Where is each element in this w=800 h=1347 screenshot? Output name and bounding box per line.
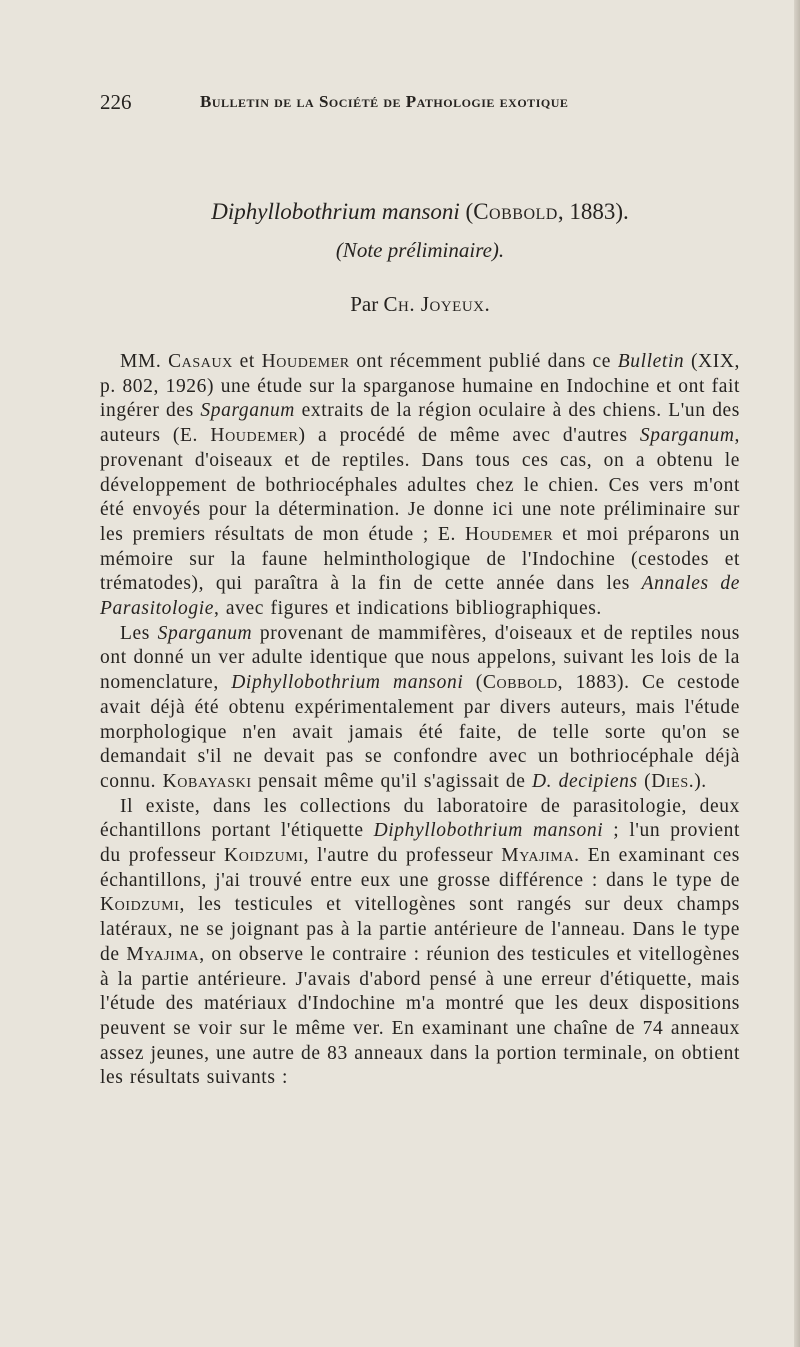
small-caps-run: Houdemer bbox=[465, 523, 554, 545]
italic-run: Diphyllobothrium mansoni bbox=[373, 820, 604, 842]
author-line bbox=[100, 289, 740, 319]
text-run: ). bbox=[694, 770, 707, 792]
title-authority: Cobbold bbox=[473, 199, 558, 224]
text-run: , les testicules et vitellogènes sont rangés sur deux champs latéraux, ne se joignant pas à la partie antérieure de l'anneau. Dans le type de bbox=[100, 894, 740, 965]
text-run: , l'autre du professeur bbox=[303, 845, 502, 867]
small-caps-run: Koidzumi bbox=[100, 894, 180, 916]
text-run: MM. bbox=[120, 351, 169, 372]
text-run: (XIX, p. 802, 1926) une étude sur la sparganose humaine en Indochine et ont fait ingérer des bbox=[100, 351, 740, 422]
author-name: Ch. Joyeux bbox=[383, 292, 485, 316]
running-header bbox=[100, 90, 740, 114]
text-run: provenant de mammifères, d'oiseaux et de reptiles nous ont donné un ver adulte identique que nous appelons, suivant les lois de la nomenclature, bbox=[100, 622, 740, 694]
paragraph bbox=[100, 622, 740, 795]
text-run: pensait même qu'il s'agissait de bbox=[251, 770, 532, 792]
small-caps-run: Koidzumi bbox=[224, 845, 304, 867]
text-run: , 1883). Ce cestode avait déjà été obtenu expérimentalement par divers auteurs, mais l'étude morphologique n'en avait jamais été faite, de telle sorte qu'on se demandait s'il ne devait pas se confondre avec un bothriocéphale déjà connu. bbox=[100, 672, 740, 792]
text-run: , avec figures et indications bibliographiques. bbox=[213, 598, 602, 620]
italic-run: Sparganum bbox=[639, 425, 735, 447]
article-subtitle: (Note préliminaire). bbox=[335, 238, 505, 262]
text-run: , on observe le contraire : réunion des testicules et vitellogènes à la partie antérieure. J'avais d'abord pensé à une erreur d'étiquette, mais l'étude des matériaux d'Indochine m'a montré que les deux dispositions peuvent se voir sur le même ver. En examinant une chaîne de 74 anneaux assez jeunes, une autre de 83 anneaux dans la portion terminale, on obtient les résultats suivants : bbox=[100, 943, 740, 1089]
small-caps-run: Houdemer bbox=[261, 351, 350, 372]
paragraph bbox=[100, 350, 740, 622]
running-title: Bulletin de la Société de Pathologie exotique bbox=[200, 92, 569, 111]
page-edge-shadow bbox=[794, 0, 800, 1347]
paragraph bbox=[100, 795, 740, 1091]
text-run: ( bbox=[463, 672, 483, 694]
italic-run: Annales de Parasitologie bbox=[100, 573, 740, 620]
author-prefix: Par bbox=[350, 292, 384, 316]
small-caps-run: Myajima bbox=[501, 845, 575, 867]
article-title bbox=[100, 195, 740, 229]
text-run: et bbox=[232, 351, 262, 372]
italic-run: Sparganum bbox=[200, 400, 295, 422]
title-authority-open: ( bbox=[459, 199, 474, 224]
text-run: Il existe, dans les collections du laboratoire de parasitologie, deux échantillons portant l'étiquette bbox=[100, 795, 740, 842]
article-body bbox=[100, 350, 740, 1091]
italic-run: Diphyllobothrium mansoni bbox=[231, 672, 464, 694]
small-caps-run: Houdemer bbox=[210, 425, 299, 447]
title-taxon: Diphyllobothrium mansoni bbox=[211, 199, 460, 224]
small-caps-run: Cobbold bbox=[482, 672, 558, 694]
text-run: , provenant d'oiseaux et de reptiles. Dans tous ces cas, on a obtenu le développement de bothriocéphales adultes chez le chien. Ces vers m'ont été envoyés pour la détermination. Je donne ici une note préliminaire sur les premiers résultats de mon étude ; E. bbox=[100, 425, 740, 545]
italic-run: Sparganum bbox=[157, 622, 253, 644]
small-caps-run: Kobayaski bbox=[162, 770, 252, 792]
page-number: 226 bbox=[100, 90, 132, 114]
small-caps-run: Casaux bbox=[168, 351, 233, 372]
text-run: ) a procédé de même avec d'autres bbox=[298, 425, 640, 447]
text-run: ; l'un provient du professeur bbox=[100, 820, 740, 867]
article-heading bbox=[100, 195, 740, 319]
italic-run: D. decipiens bbox=[531, 770, 638, 792]
author-suffix: . bbox=[484, 292, 490, 316]
italic-run: Bulletin bbox=[617, 351, 685, 372]
text-run: Les bbox=[120, 622, 158, 644]
text-run: . En examinant ces échantillons, j'ai trouvé entre eux une grosse différence : dans le type de bbox=[100, 845, 740, 891]
text-run: extraits de la région oculaire à des chiens. L'un des auteurs (E. bbox=[100, 400, 740, 447]
text-run: et moi préparons un mémoire sur la faune helminthologique de l'Indochine (cestodes et trématodes), qui paraîtra à la fin de cette année dans les bbox=[100, 523, 740, 595]
small-caps-run: Myajima bbox=[126, 943, 200, 965]
small-caps-run: Dies. bbox=[651, 770, 695, 792]
text-run: ont récemment publié dans ce bbox=[349, 351, 618, 372]
title-year: , 1883). bbox=[557, 199, 629, 224]
text-run: ( bbox=[637, 770, 652, 792]
